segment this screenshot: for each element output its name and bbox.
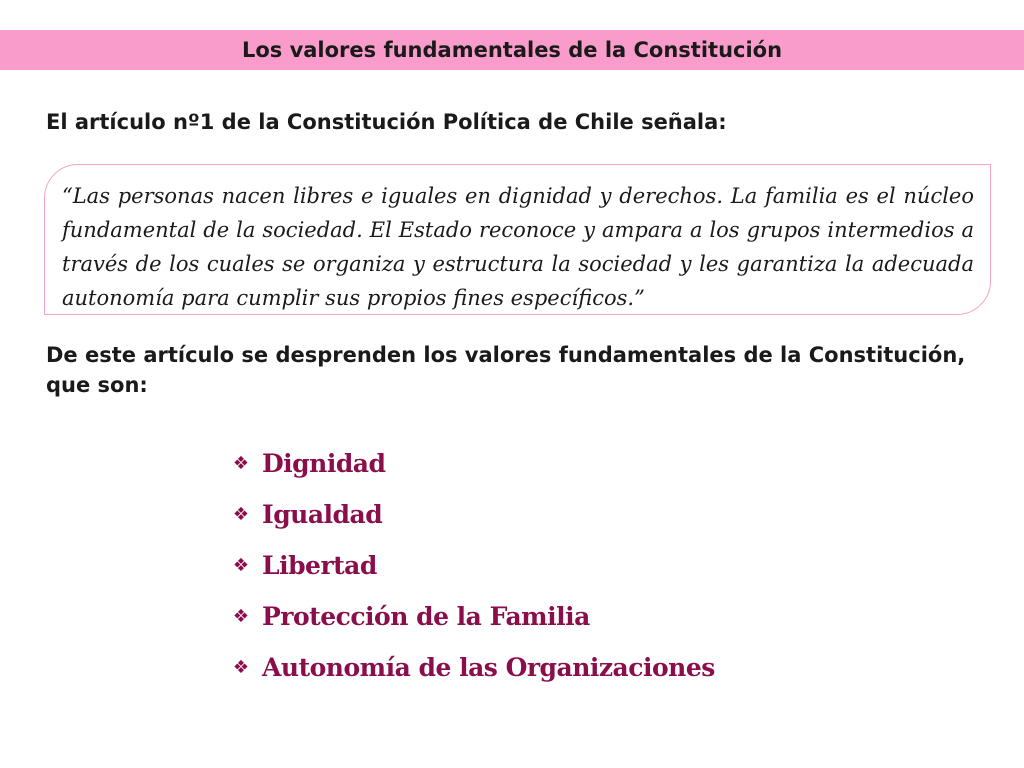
list-item: [232, 540, 792, 591]
list-item: [232, 591, 792, 642]
diamond-bullet-icon: ❖: [232, 605, 250, 627]
value-label: Dignidad: [262, 449, 386, 478]
list-item: [232, 642, 792, 693]
diamond-bullet-icon: ❖: [232, 452, 250, 474]
values-list: [232, 438, 792, 693]
diamond-bullet-icon: ❖: [232, 656, 250, 678]
list-item: [232, 489, 792, 540]
list-item: [232, 438, 792, 489]
page-title: Los valores fundamentales de la Constitución: [241, 38, 783, 62]
article-quote: “Las personas nacen libres e iguales en dignidad y derechos. La familia es el núcleo fundamental de la sociedad. El Estado reconoce y ampara a los grupos intermedios a través de los cuales se organiza y estructura la sociedad y les garantiza la adecuada autonomía para cumplir sus propios fines específicos.”: [62, 184, 974, 310]
intro-text: De este artículo se desprenden los valores fundamentales de la Constitución, que son:: [46, 343, 966, 397]
article-heading: El artículo nº1 de la Constitución Política de Chile señala:: [46, 110, 727, 134]
value-label: Protección de la Familia: [262, 602, 590, 631]
title-bar: [0, 30, 1024, 70]
value-label: Igualdad: [262, 500, 383, 529]
diamond-bullet-icon: ❖: [232, 503, 250, 525]
diamond-bullet-icon: ❖: [232, 554, 250, 576]
value-label: Libertad: [262, 551, 377, 580]
value-label: Autonomía de las Organizaciones: [262, 653, 715, 682]
